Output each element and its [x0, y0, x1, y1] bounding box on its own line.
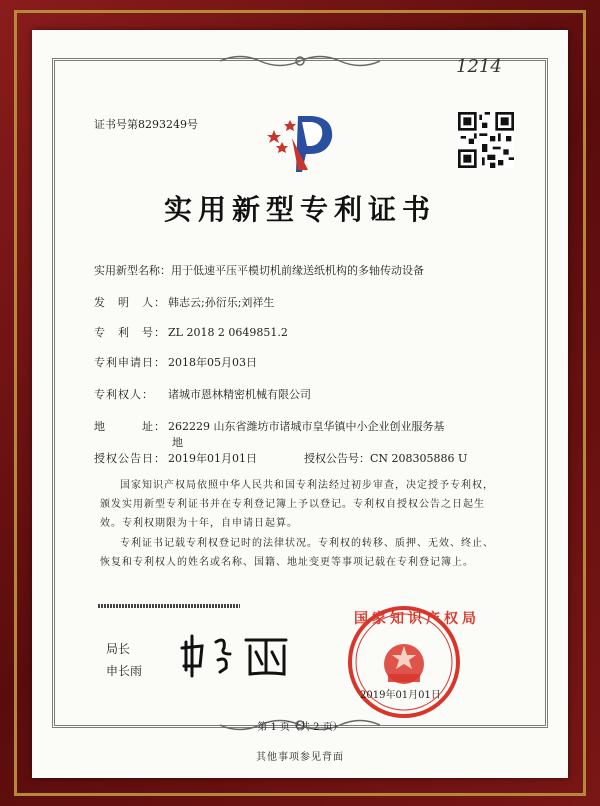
director-signature-icon	[180, 632, 310, 678]
handwritten-number: 1214	[456, 56, 502, 77]
grant-value: 2019年01月01日	[168, 452, 257, 465]
sipo-logo-icon	[262, 112, 342, 176]
grant-no-value: CN 208305886 U	[370, 452, 468, 465]
patent-label: 专 利 号：	[94, 326, 166, 339]
certificate-number: 证书号第8293249号	[94, 118, 198, 131]
inventor-value: 韩志云;孙衍乐;刘祥生	[168, 296, 275, 309]
owner-value: 诸城市恩林精密机械有限公司	[168, 388, 311, 401]
filing-date-row	[94, 354, 257, 370]
inventor-row	[94, 294, 274, 310]
filing-label: 专利申请日：	[94, 356, 166, 369]
certificate-title: 实用新型专利证书	[163, 193, 436, 226]
address-value-1: 262229 山东省潍坊市诸城市皇华镇中小企业创业服务基	[168, 420, 445, 433]
top-ornament	[220, 52, 380, 70]
page-number: 第 1 页（共 2 页）	[257, 722, 343, 733]
grant-label: 授权公告日：	[94, 452, 166, 465]
name-label: 实用新型名称：	[94, 264, 171, 277]
footer-note: 其他事项参见背面	[256, 752, 344, 763]
legal-paragraph-1: 国家知识产权局依照中华人民共和国专利法经过初步审查，决定授予专利权，颁发实用新型专利证书并在专利登记簿上予以登记。专利权自授权公告之日起生效。专利权期限为十年，自申请日起算。	[100, 480, 494, 529]
address-label: 地 址：	[94, 420, 166, 433]
grant-row	[94, 450, 467, 466]
patent-value: ZL 2018 2 0649851.2	[168, 326, 288, 339]
divider-line	[98, 604, 240, 608]
address-value-2: 地	[172, 436, 183, 449]
filing-value: 2018年05月03日	[168, 356, 257, 369]
owner-label: 专利权人：	[94, 388, 154, 401]
qr-code-icon	[458, 112, 514, 168]
director-name: 申长雨	[106, 664, 143, 678]
director-title: 局长	[106, 642, 131, 656]
name-value: 用于低速平压平模切机前缘送纸机构的多轴传动设备	[171, 264, 424, 277]
patentee-row	[94, 386, 311, 402]
patent-number-row	[94, 324, 288, 340]
seal-text: 国家知识产权局	[354, 611, 480, 627]
inventor-label: 发 明 人：	[94, 296, 166, 309]
address-row	[94, 418, 445, 434]
legal-paragraph-2: 专利证书记载专利权登记时的法律状况。专利权的转移、质押、无效、终止、恢复和专利权人的姓名或名称、国籍、地址变更等事项记载在专利登记簿上。	[100, 538, 494, 568]
utility-model-name-row	[94, 262, 424, 278]
grant-no-label: 授权公告号：	[304, 452, 370, 465]
seal-date: 2019年01月01日	[360, 690, 441, 701]
